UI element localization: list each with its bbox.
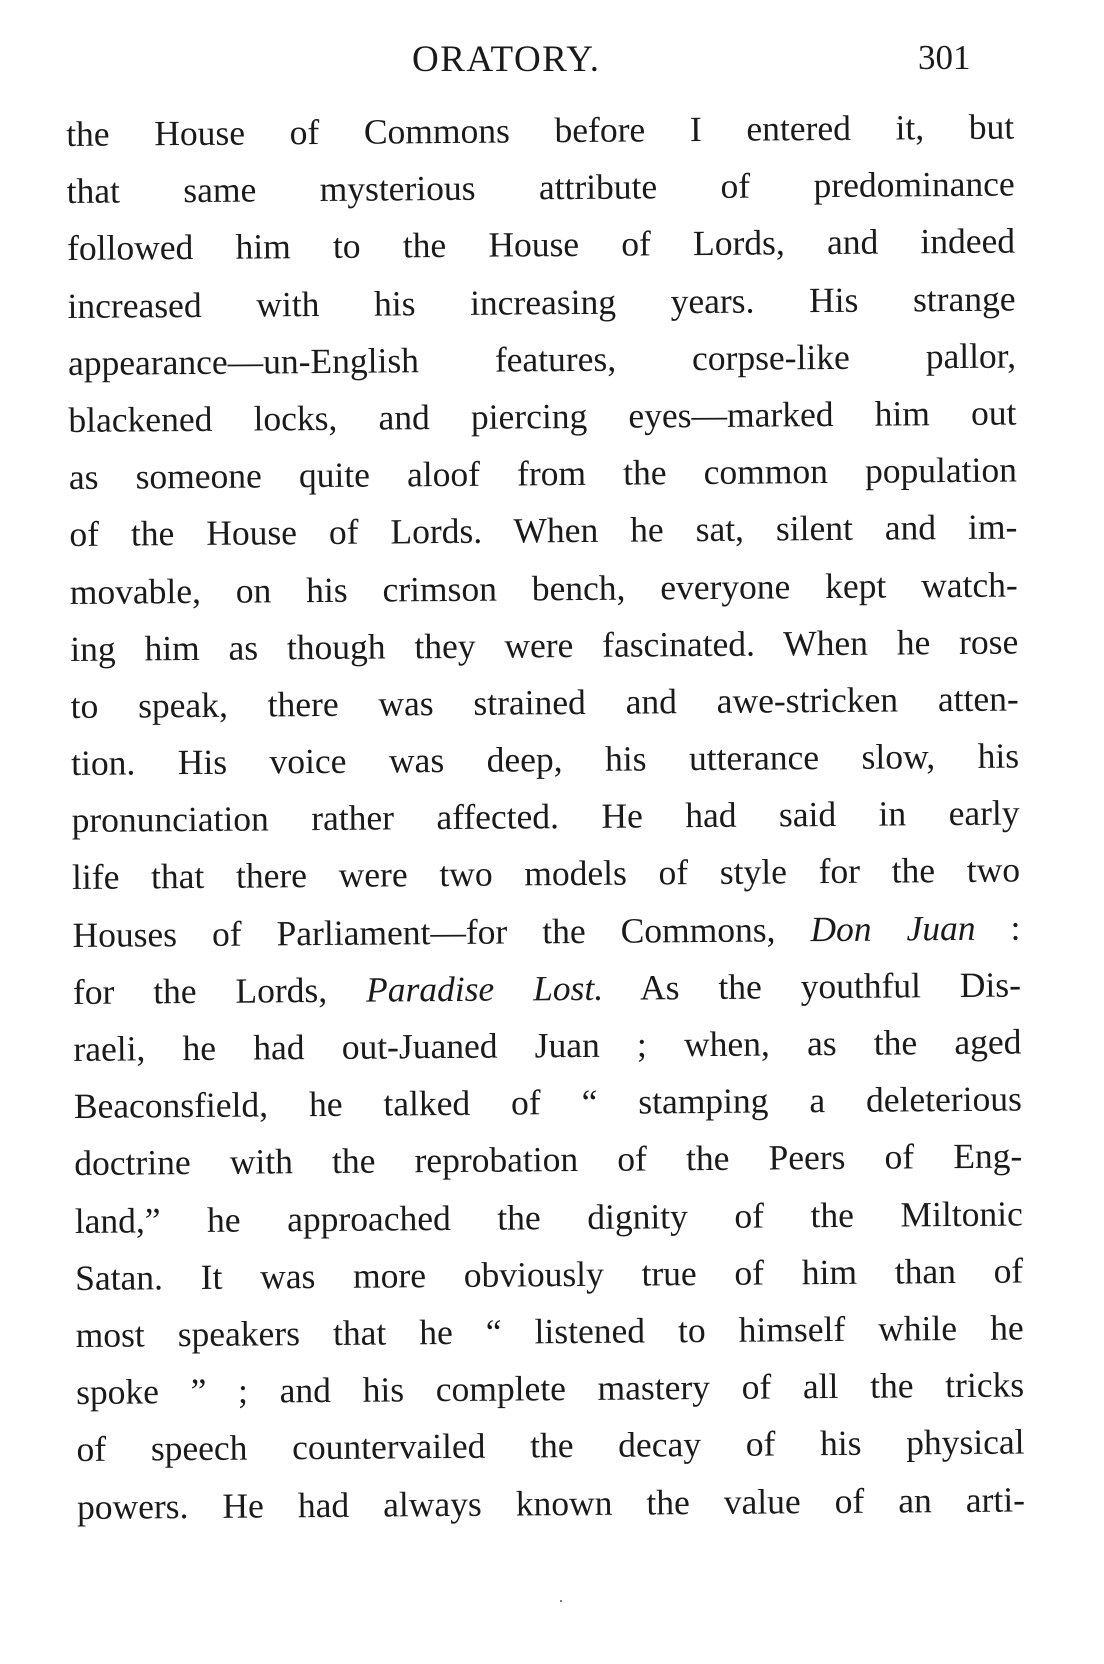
page-number: 301: [918, 38, 971, 77]
text-line: land,” he approached the dignity of the Miltonic: [74, 1193, 1023, 1241]
text-line: blackened locks, and piercing eyes—marked him out: [68, 392, 1017, 440]
running-title: ORATORY.: [412, 39, 601, 80]
text-line: Satan. It was more obviously true of him than of: [75, 1250, 1024, 1298]
text-line: of the House of Lords. When he sat, silent and im-: [69, 506, 1018, 555]
paper-speck: [560, 1600, 562, 1602]
text-run: Houses of Parliament—for the Commons,: [72, 908, 811, 955]
text-line: powers. He had always known the value of an arti-: [76, 1479, 1026, 1527]
text-run: :: [975, 907, 1021, 948]
text-line: tion. His voice was deep, his utterance slow, his: [71, 735, 1020, 784]
text-line: increased with his increasing years. His strange: [67, 278, 1016, 326]
text-line: the House of Commons before I entered it, but: [66, 106, 1015, 154]
text-line: pronunciation rather affected. He had said in early: [71, 792, 1020, 841]
text-line: appearance—un-English features, corpse-like pallor,: [67, 335, 1017, 383]
body-paragraph: [66, 99, 1026, 1576]
text-line-with-italic: [72, 899, 1020, 964]
text-line: as someone quite aloof from the common population: [68, 449, 1018, 498]
text-line: doctrine with the reprobation of the Peers of Eng-: [74, 1135, 1023, 1184]
running-header: [0, 38, 1104, 94]
text-run: As the youthful Dis-: [602, 964, 1022, 1008]
text-line: life that there were two models of style for the two: [71, 849, 1021, 898]
text-line: ing him as though they were fascinated. When he rose: [70, 621, 1019, 669]
italic-title: Don Juan: [810, 907, 976, 949]
text-line: raeli, he had out-Juaned Juan ; when, as the aged: [73, 1021, 1022, 1069]
text-line: of speech countervailed the decay of his physical: [76, 1421, 1025, 1470]
italic-title: Paradise Lost.: [365, 967, 604, 1010]
text-line: that same mysterious attribute of predominance: [66, 163, 1015, 212]
text-run: for the Lords,: [72, 969, 367, 1012]
text-line: to speak, there was strained and awe-stricken atten-: [70, 678, 1019, 726]
text-line: Beaconsfield, he talked of “ stamping a deleterious: [73, 1078, 1022, 1127]
text-line: followed him to the House of Lords, and indeed: [66, 220, 1016, 269]
text-line-with-italic: [73, 956, 1021, 1021]
text-line: most speakers that he “ listened to himself while he: [75, 1307, 1024, 1355]
text-line: movable, on his crimson bench, everyone kept watch-: [69, 564, 1018, 612]
text-line: spoke ” ; and his complete mastery of all the tricks: [75, 1364, 1025, 1413]
